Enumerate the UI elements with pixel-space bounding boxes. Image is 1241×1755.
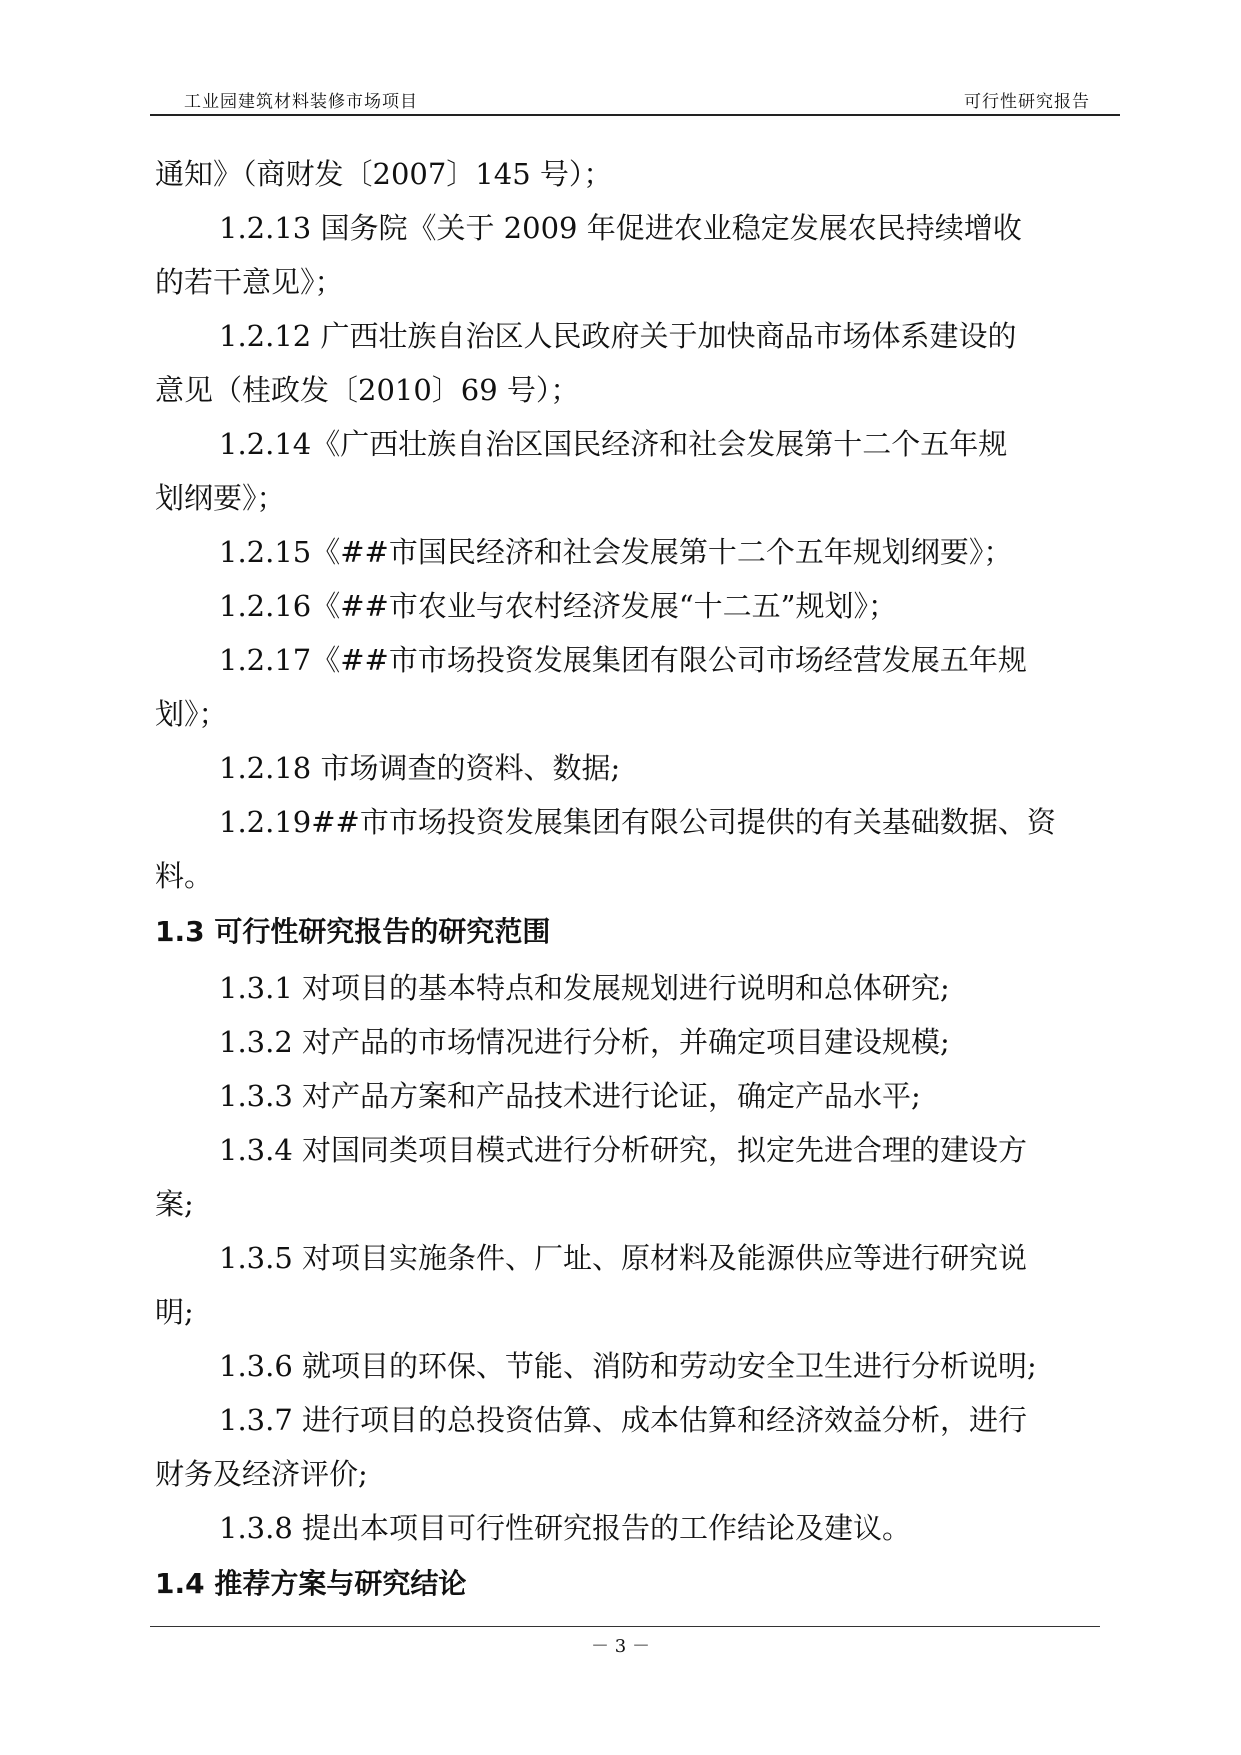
paragraph-line: 1.2.16《##市农业与农村经济发展“十二五”规划》； [219, 589, 897, 623]
footer-rule [150, 1626, 1100, 1627]
paragraph-line: 1.2.13 国务院《关于 2009 年促进农业稳定发展农民持续增收 [219, 211, 1022, 245]
paragraph-line: 1.2.18 市场调查的资料、数据; [219, 751, 621, 785]
paragraph-line: 案; [155, 1187, 194, 1221]
paragraph-line: 1.3.1 对项目的基本特点和发展规划进行说明和总体研究; [219, 971, 950, 1005]
page-number: － 3 － [591, 1636, 650, 1657]
header-project-title: 工业园建筑材料装修市场项目 [184, 92, 418, 112]
paragraph-line: 划》； [155, 697, 228, 731]
page-body [155, 147, 1115, 1613]
paragraph-line: 料。 [155, 859, 214, 893]
paragraph-line: 1.3.3 对产品方案和产品技术进行论证，确定产品水平; [219, 1079, 921, 1113]
paragraph-line: 明; [155, 1295, 194, 1329]
paragraph-line: 1.3.4 对国同类项目模式进行分析研究，拟定先进合理的建设方 [219, 1133, 1028, 1167]
section-heading: 1.3 可行性研究报告的研究范围 [155, 915, 551, 948]
paragraph-line: 财务及经济评价; [155, 1457, 368, 1491]
paragraph-line: 划纲要》； [155, 481, 286, 515]
paragraph-line: 1.2.15《##市国民经济和社会发展第十二个五年规划纲要》； [219, 535, 1013, 569]
paragraph-line: 1.3.8 提出本项目可行性研究报告的工作结论及建议。 [219, 1511, 912, 1545]
paragraph-line: 1.2.14《广西壮族自治区国民经济和社会发展第十二个五年规 [219, 427, 1008, 461]
paragraph-line: 1.2.19##市市场投资发展集团有限公司提供的有关基础数据、资 [219, 805, 1056, 839]
paragraph-line: 的若干意见》； [155, 265, 344, 299]
header-document-type: 可行性研究报告 [964, 92, 1090, 112]
paragraph-line: 1.3.2 对产品的市场情况进行分析，并确定项目建设规模; [219, 1025, 950, 1059]
paragraph-line: 1.2.12 广西壮族自治区人民政府关于加快商品市场体系建设的 [219, 319, 1017, 353]
paragraph-line: 1.2.17《##市市场投资发展集团有限公司市场经营发展五年规 [219, 643, 1027, 677]
paragraph-line: 意见（桂政发〔2010〕69 号）； [155, 373, 580, 407]
paragraph-line: 1.3.5 对项目实施条件、厂址、原材料及能源供应等进行研究说 [219, 1241, 1028, 1275]
paragraph-line: 通知》（商财发〔2007〕145 号）； [155, 157, 613, 191]
paragraph-line: 1.3.7 进行项目的总投资估算、成本估算和经济效益分析，进行 [219, 1403, 1028, 1437]
section-heading: 1.4 推荐方案与研究结论 [155, 1567, 467, 1600]
page-header [150, 84, 1120, 116]
paragraph-line: 1.3.6 就项目的环保、节能、消防和劳动安全卫生进行分析说明; [219, 1349, 1037, 1383]
